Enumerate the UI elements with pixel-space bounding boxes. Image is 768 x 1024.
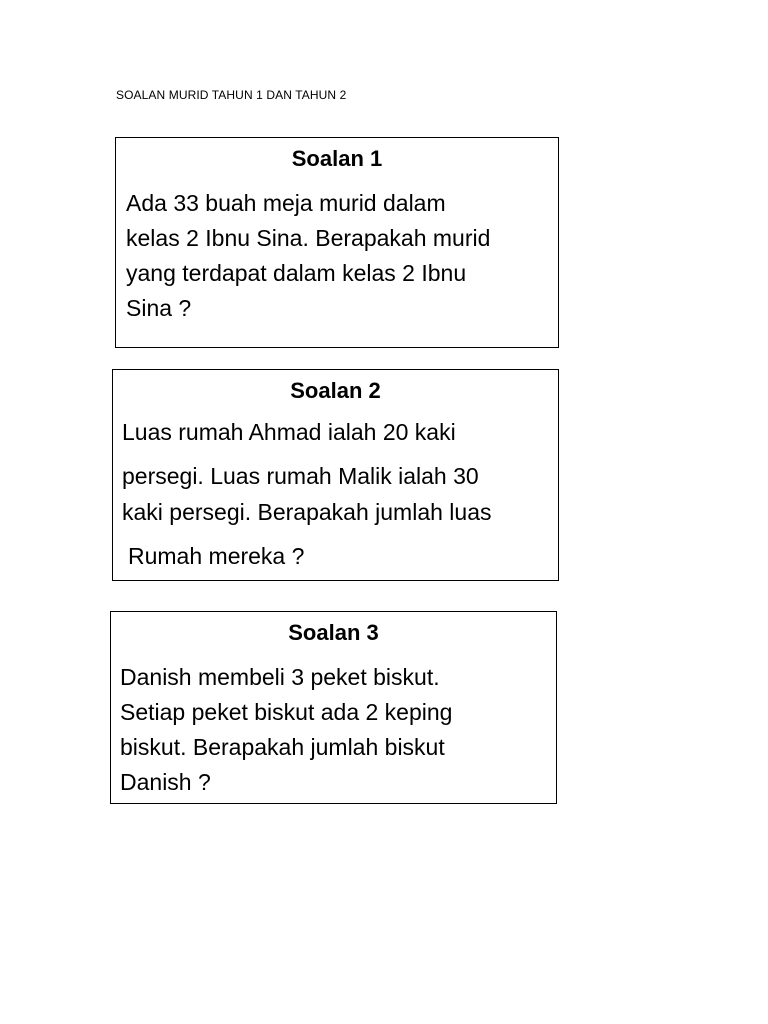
question-line: kaki persegi. Berapakah jumlah luas (122, 499, 492, 525)
question-line: Rumah mereka ? (128, 543, 305, 569)
question-box-1 (115, 137, 559, 348)
question-line: kelas 2 Ibnu Sina. Berapakah murid (126, 225, 491, 251)
question-text (111, 660, 556, 800)
question-text (116, 186, 558, 326)
question-box-3 (110, 611, 557, 804)
question-title: Soalan 3 (288, 620, 379, 645)
question-text (113, 415, 558, 573)
question-line: Danish ? (120, 769, 211, 795)
question-line: biskut. Berapakah jumlah biskut (120, 734, 445, 760)
question-line: persegi. Luas rumah Malik ialah 30 (122, 463, 479, 489)
question-line: Luas rumah Ahmad ialah 20 kaki (122, 419, 456, 445)
question-title: Soalan 2 (290, 378, 381, 403)
question-line: Setiap peket biskut ada 2 keping (120, 699, 453, 725)
page-heading: SOALAN MURID TAHUN 1 DAN TAHUN 2 (116, 88, 347, 102)
question-line: Sina ? (126, 295, 192, 321)
question-line: Ada 33 buah meja murid dalam (126, 190, 446, 216)
question-line: yang terdapat dalam kelas 2 Ibnu (126, 260, 467, 286)
question-box-2 (112, 369, 559, 581)
question-line: Danish membeli 3 peket biskut. (120, 664, 440, 690)
question-title: Soalan 1 (291, 146, 383, 171)
